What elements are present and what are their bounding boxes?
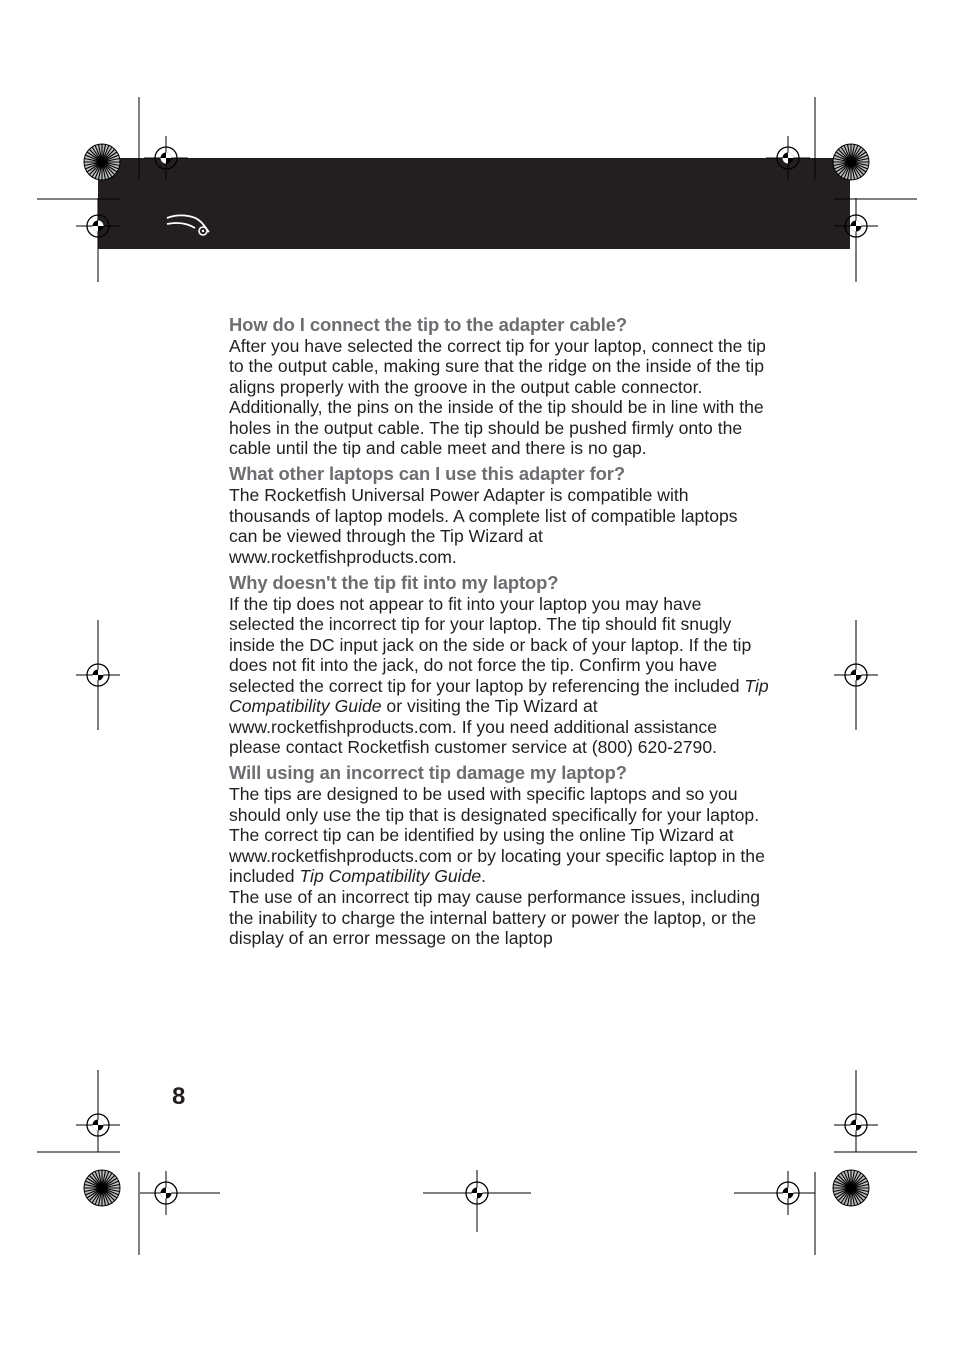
faq-body-tip-fit-part2: or visiting the Tip Wizard at www.rocketfishproducts.com. If you need additional assistance please contact Rocketfish customer service at (800) 620-2790.	[229, 696, 717, 757]
faq-heading-connect-tip: How do I connect the tip to the adapter cable?	[229, 314, 627, 335]
faq-heading-tip-fit: Why doesn't the tip fit into my laptop?	[229, 572, 559, 594]
faq-body-incorrect-tip-part2: .	[481, 865, 487, 886]
faq-body-tip-fit	[229, 594, 769, 757]
faq-content	[229, 314, 769, 954]
faq-heading-other-laptops: What other laptops can I use this adapter for?	[229, 463, 625, 485]
faq-body-incorrect-tip-guide: Tip Compatibility Guide	[299, 865, 482, 886]
rocketfish-logo-icon	[165, 210, 215, 240]
faq-body-incorrect-tip	[229, 784, 769, 886]
faq-body-tip-fit-guide: Tip Compatibility Guide	[229, 675, 769, 717]
faq-body-other-laptops: The Rocketfish Universal Power Adapter is compatible with thousands of laptop models. A complete list of compatible laptops can be viewed through the Tip Wizard at www.rocketfishproducts.com.	[229, 485, 738, 567]
faq-body-incorrect-tip-part1: The tips are designed to be used with specific laptops and so you should only use the tip that is designated specifically for your laptop. The correct tip can be identified by using the online Tip Wizard at www.rocketfishproducts.com or by locating your specific laptop in the included	[229, 784, 765, 886]
faq-heading-incorrect-tip: Will using an incorrect tip damage my laptop?	[229, 762, 627, 784]
faq-body-connect-tip: After you have selected the correct tip for your laptop, connect the tip to the output cable, making sure that the ridge on the inside of the tip aligns properly with the groove in the output cable connector. Additionally, the pins on the inside of the tip should be in line with the holes in the output cable. The tip should be pushed firmly onto the cable until the tip and cable meet and there is no gap.	[229, 336, 766, 459]
faq-body-incorrect-tip-continued: The use of an incorrect tip may cause performance issues, including the inability to charge the internal battery or power the laptop, or the display of an error message on the laptop	[229, 887, 761, 949]
page-number: 8	[172, 1083, 186, 1110]
faq-body-tip-fit-part1: If the tip does not appear to fit into your laptop you may have selected the incorrect tip for your laptop. The tip should fit snugly inside the DC input jack on the side or back of your laptop. If the tip does not fit into the jack, do not force the tip. Confirm you have selected the correct tip for your laptop by referencing the included	[229, 594, 752, 696]
